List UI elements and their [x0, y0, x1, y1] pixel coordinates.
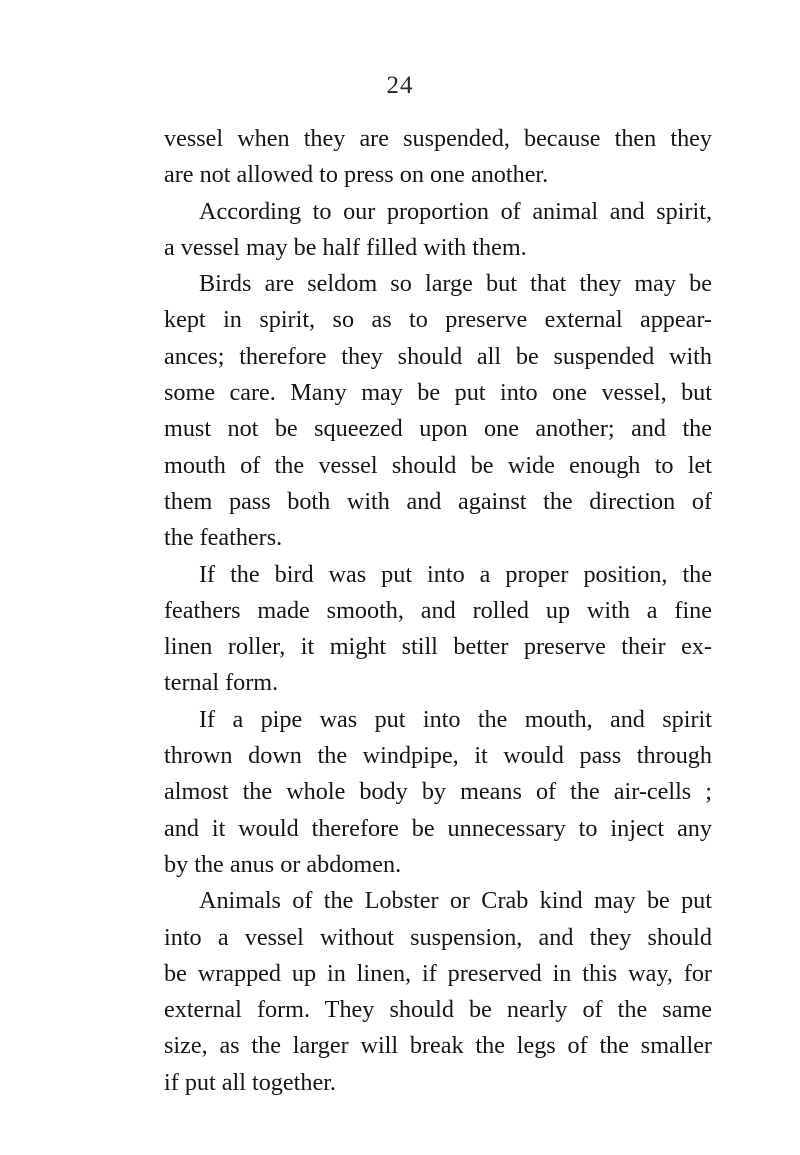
text-line: be wrapped up in linen, if preserved in this way, for: [164, 959, 712, 987]
text-line: if put all together.: [164, 1068, 336, 1096]
text-line: by the anus or abdomen.: [164, 850, 402, 878]
page-number: 24: [386, 72, 414, 99]
text-line: them pass both with and against the direction of: [164, 487, 712, 515]
text-line: and it would therefore be unnecessary to inject any: [164, 814, 712, 842]
text-line: almost the whole body by means of the air-cells ;: [164, 778, 712, 806]
text-line: thrown down the windpipe, it would pass through: [164, 742, 712, 770]
body-text: [164, 121, 712, 1101]
text-line: are not allowed to press on one another.: [164, 161, 549, 189]
text-line: mouth of the vessel should be wide enough to let: [164, 451, 712, 479]
text-line: According to our proportion of animal and spirit,: [199, 197, 712, 225]
text-line: a vessel may be half filled with them.: [164, 233, 527, 261]
text-line: some care. Many may be put into one vessel, but: [164, 379, 712, 407]
text-line: Birds are seldom so large but that they may be: [199, 270, 712, 298]
text-line: ances; therefore they should all be suspended with: [164, 342, 712, 370]
text-line: into a vessel without suspension, and they should: [164, 923, 712, 951]
text-line: must not be squeezed upon one another; and the: [164, 415, 712, 443]
text-line: If the bird was put into a proper position, the: [199, 560, 712, 588]
text-line: ternal form.: [164, 669, 279, 697]
text-line: If a pipe was put into the mouth, and spirit: [199, 705, 712, 733]
text-line: external form. They should be nearly of the same: [164, 996, 712, 1024]
text-line: Animals of the Lobster or Crab kind may be put: [199, 887, 712, 915]
text-line: kept in spirit, so as to preserve external appear-: [164, 306, 712, 334]
text-line: vessel when they are suspended, because then they: [164, 125, 712, 152]
text-line: linen roller, it might still better preserve their ex-: [164, 633, 712, 661]
text-line: the feathers.: [164, 524, 283, 552]
text-line: feathers made smooth, and rolled up with a fine: [164, 596, 712, 624]
text-line: size, as the larger will break the legs of the smaller: [164, 1032, 712, 1060]
